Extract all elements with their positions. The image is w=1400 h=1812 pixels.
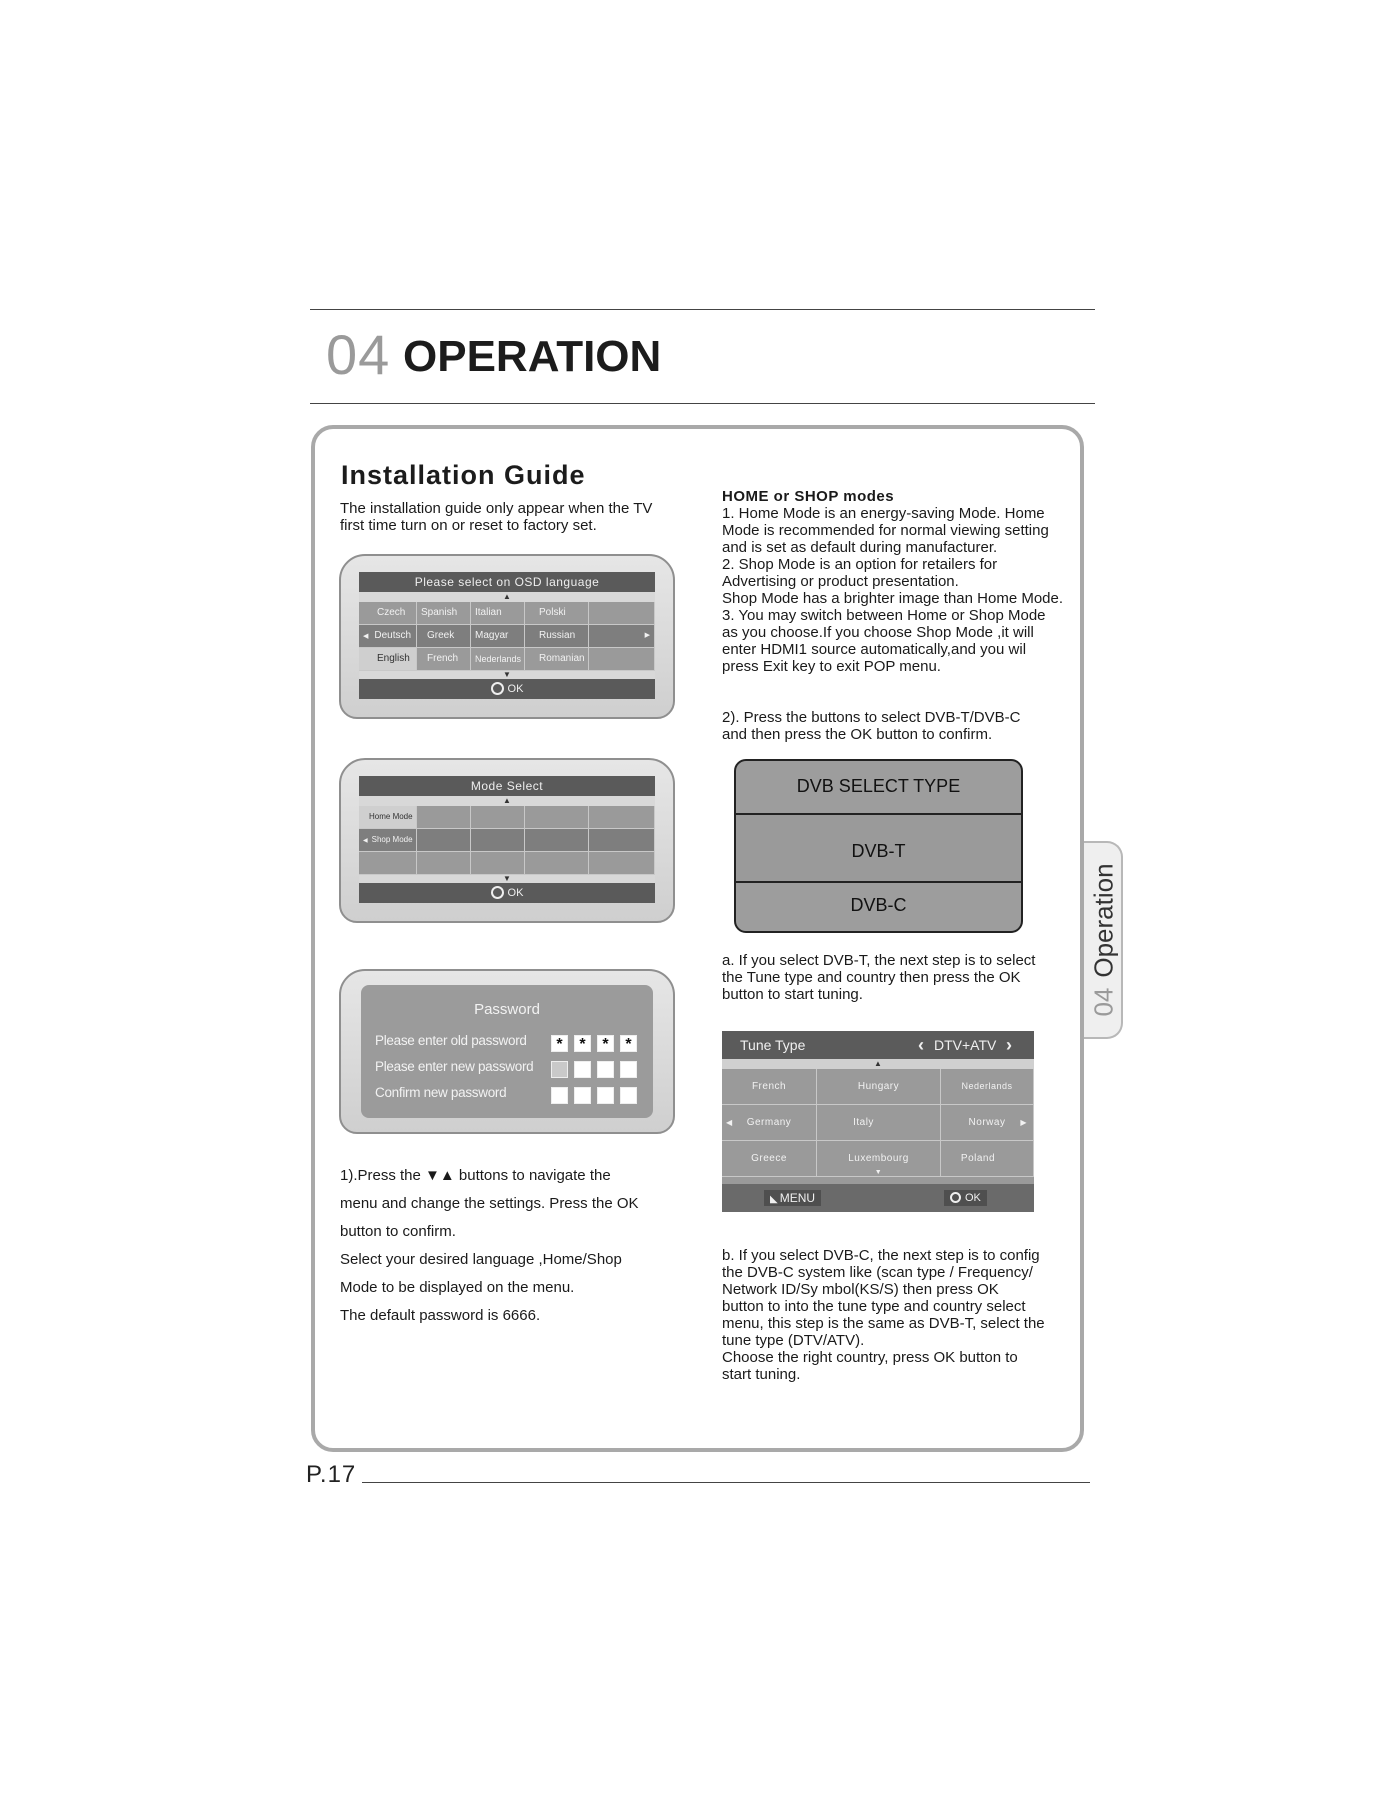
dvb-select-title: DVB SELECT TYPE [796, 776, 961, 796]
grid-cell [589, 852, 655, 875]
password-digit [574, 1061, 591, 1078]
old-password-field[interactable] [551, 1035, 637, 1052]
home-shop-line: 1. Home Mode is an energy-saving Mode. Home [722, 505, 1045, 522]
grid-cell [417, 852, 471, 875]
old-password-label: Please enter old password [375, 1033, 527, 1048]
step-a [722, 952, 1035, 1003]
left-arrow-icon: ◀ [363, 838, 368, 844]
country-grid [722, 1069, 1034, 1177]
navigation-instructions [340, 1162, 639, 1330]
instruction-line: Select your desired language ,Home/Shop [340, 1251, 622, 1268]
language-option[interactable]: Czech [359, 602, 417, 625]
tune-type-footer [722, 1184, 1034, 1212]
dvb-t-label: DVB-T [851, 841, 906, 861]
step-a-line: a. If you select DVB-T, the next step is to select [722, 952, 1036, 969]
intro-line: first time turn on or reset to factory set. [340, 517, 597, 534]
osd-language-title: Please select on OSD language [359, 572, 655, 592]
chevron-right-icon[interactable]: › [1006, 1035, 1012, 1055]
grid-cell [471, 852, 525, 875]
step-a-line: button to start tuning. [722, 986, 863, 1003]
tune-type-header [722, 1031, 1034, 1059]
down-arrow-icon: ▼ [874, 1169, 883, 1176]
language-option[interactable]: Russian [525, 625, 589, 648]
footer-rule [362, 1482, 1090, 1483]
country-option-label: Norway [968, 1117, 1006, 1128]
instruction-line: Mode to be displayed on the menu. [340, 1279, 575, 1296]
menu-label: MENU [779, 1191, 816, 1205]
password-digit: * [597, 1035, 614, 1052]
down-arrow-icon: ▼ [359, 671, 655, 679]
password-digit [597, 1061, 614, 1078]
instruction-line: button to confirm. [340, 1223, 456, 1240]
home-shop-line: as you choose.If you choose Shop Mode ,it will [722, 624, 1034, 641]
mode-select-title: Mode Select [359, 776, 655, 796]
country-option[interactable]: French [722, 1069, 817, 1105]
country-option[interactable]: Poland [941, 1141, 1034, 1177]
password-digit [551, 1087, 568, 1104]
chevron-left-icon[interactable]: ‹ [918, 1035, 924, 1055]
new-password-field[interactable] [551, 1061, 637, 1078]
language-option-selected[interactable]: English [359, 648, 417, 671]
chapter-title: OPERATION [403, 332, 662, 381]
tune-type-label: Tune Type [740, 1037, 806, 1053]
password-digit: * [620, 1035, 637, 1052]
language-option[interactable] [589, 648, 655, 671]
language-option[interactable]: Polski [525, 602, 589, 625]
language-option[interactable]: French [417, 648, 471, 671]
left-arrow-icon: ◀ [363, 633, 369, 640]
country-option[interactable] [941, 1105, 1034, 1141]
password-digit [620, 1061, 637, 1078]
country-option[interactable] [817, 1141, 941, 1177]
language-grid [359, 602, 655, 671]
left-arrow-icon: ◀ [726, 1118, 733, 1127]
new-password-label: Please enter new password [375, 1059, 534, 1074]
language-option[interactable]: Greek [417, 625, 471, 648]
side-tab-label [1089, 863, 1120, 1016]
grid-cell [589, 806, 655, 829]
password-dialog [361, 985, 653, 1118]
dvb-select-dialog [734, 759, 1023, 933]
mode-select-screen [339, 758, 675, 923]
home-shop-section [722, 488, 1063, 675]
grid-cell [589, 829, 655, 852]
language-option[interactable]: Magyar [471, 625, 525, 648]
ok-button[interactable] [359, 679, 655, 699]
language-option[interactable]: Italian [471, 602, 525, 625]
home-shop-line: and is set as default during manufacturer. [722, 539, 998, 556]
home-shop-line: Shop Mode has a brighter image than Home Mode. [722, 590, 1064, 607]
grid-cell [417, 829, 471, 852]
right-arrow-icon: ▶ [644, 632, 650, 639]
ok-button[interactable] [944, 1190, 987, 1206]
grid-cell [471, 829, 525, 852]
mode-option-label: Shop Mode [371, 835, 413, 844]
side-tab-number: 04 [1088, 987, 1119, 1017]
step-2 [722, 709, 1020, 743]
home-shop-line: press Exit key to exit POP menu. [722, 658, 941, 675]
dvb-c-option[interactable]: DVB-C [850, 895, 907, 915]
language-option[interactable] [589, 625, 655, 648]
language-option-label: Deutsch [374, 630, 412, 641]
home-shop-line: 2. Shop Mode is an option for retailers for [722, 556, 998, 573]
mode-option[interactable] [359, 829, 417, 852]
ok-button[interactable] [359, 883, 655, 903]
menu-icon: ◣ [770, 1194, 778, 1205]
step-b-line: start tuning. [722, 1366, 801, 1383]
home-shop-line: Mode is recommended for normal viewing setting [722, 522, 1049, 539]
password-digit [620, 1087, 637, 1104]
language-option[interactable]: Spanish [417, 602, 471, 625]
chapter-number: 04 [326, 323, 391, 386]
up-arrow-icon: ▲ [722, 1059, 1034, 1069]
country-option[interactable]: Hungary [817, 1069, 941, 1105]
home-shop-line: 3. You may switch between Home or Shop Mode [722, 607, 1046, 624]
top-rule [310, 309, 1095, 310]
mode-option[interactable] [359, 852, 417, 875]
confirm-password-label: Confirm new password [375, 1085, 507, 1100]
step-b [722, 1247, 1045, 1383]
ok-label: OK [507, 683, 524, 695]
instruction-line: menu and change the settings. Press the OK [340, 1195, 639, 1212]
step-b-line: tune type (DTV/ATV). [722, 1332, 865, 1349]
password-digit [597, 1087, 614, 1104]
password-digit: * [574, 1035, 591, 1052]
up-arrow-icon: ▲ [359, 796, 655, 806]
ok-icon [491, 682, 504, 695]
grid-cell [525, 829, 589, 852]
ok-label: OK [965, 1192, 981, 1204]
grid-cell [471, 806, 525, 829]
home-shop-line: Advertising or product presentation. [722, 573, 959, 590]
intro-line: The installation guide only appear when the TV [340, 500, 653, 517]
page-number: P.17 [306, 1461, 357, 1488]
step-b-line: Choose the right country, press OK button to [722, 1349, 1018, 1366]
language-option[interactable] [589, 602, 655, 625]
guide-intro [340, 500, 652, 534]
step-b-line: menu, this step is the same as DVB-T, select the [722, 1315, 1045, 1332]
instruction-line: 1).Press the ▼▲ buttons to navigate the [340, 1167, 611, 1184]
header-bottom-rule [310, 403, 1095, 404]
password-screen [339, 969, 675, 1134]
country-option[interactable] [722, 1105, 817, 1141]
home-shop-title: HOME or SHOP modes [722, 488, 895, 505]
up-arrow-icon: ▲ [359, 592, 655, 602]
menu-button[interactable] [764, 1190, 821, 1206]
password-digit-active [551, 1061, 568, 1078]
language-option[interactable] [359, 625, 417, 648]
tune-type-screen [722, 1031, 1034, 1212]
password-title: Password [474, 1001, 540, 1018]
step-b-line: Network ID/Sy mbol(KS/S) then press OK [722, 1281, 999, 1298]
osd-language-screen [339, 554, 675, 719]
country-option[interactable]: Italy [817, 1105, 941, 1141]
section-title: Installation Guide [341, 460, 586, 490]
confirm-password-field[interactable] [551, 1087, 637, 1104]
dvb-t-option-selected[interactable] [736, 813, 1021, 883]
country-option[interactable]: Greece [722, 1141, 817, 1177]
password-digit: * [551, 1035, 568, 1052]
ok-icon [491, 886, 504, 899]
step-a-line: the Tune type and country then press the OK [722, 969, 1021, 986]
step-b-line: the DVB-C system like (scan type / Frequency/ [722, 1264, 1033, 1281]
home-shop-line: enter HDMI1 source automatically,and you wil [722, 641, 1027, 658]
step-2-line: and then press the OK button to confirm. [722, 726, 993, 743]
country-option-label: Luxembourg [848, 1153, 909, 1164]
right-arrow-icon: ▶ [1020, 1118, 1027, 1127]
side-tab-text: Operation [1088, 863, 1119, 978]
down-arrow-icon: ▼ [359, 875, 655, 883]
language-option[interactable]: Nederlands [471, 648, 525, 671]
instruction-line: The default password is 6666. [340, 1307, 541, 1324]
language-option[interactable]: Romanian [525, 648, 589, 671]
password-digit [574, 1087, 591, 1104]
step-2-line: 2). Press the buttons to select DVB-T/DVB-C [722, 709, 1021, 726]
ok-icon [950, 1192, 961, 1203]
step-b-line: b. If you select DVB-C, the next step is to config [722, 1247, 1040, 1264]
grid-cell [525, 852, 589, 875]
tune-type-value[interactable]: DTV+ATV [934, 1037, 997, 1053]
step-b-line: button to into the tune type and country select [722, 1298, 1026, 1315]
grid-cell [525, 806, 589, 829]
ok-label: OK [507, 887, 524, 899]
mode-grid [359, 806, 655, 875]
country-option[interactable]: Nederlands [941, 1069, 1034, 1105]
mode-option-selected[interactable]: Home Mode [359, 806, 417, 829]
country-option-label: Germany [746, 1117, 792, 1128]
grid-cell [417, 806, 471, 829]
